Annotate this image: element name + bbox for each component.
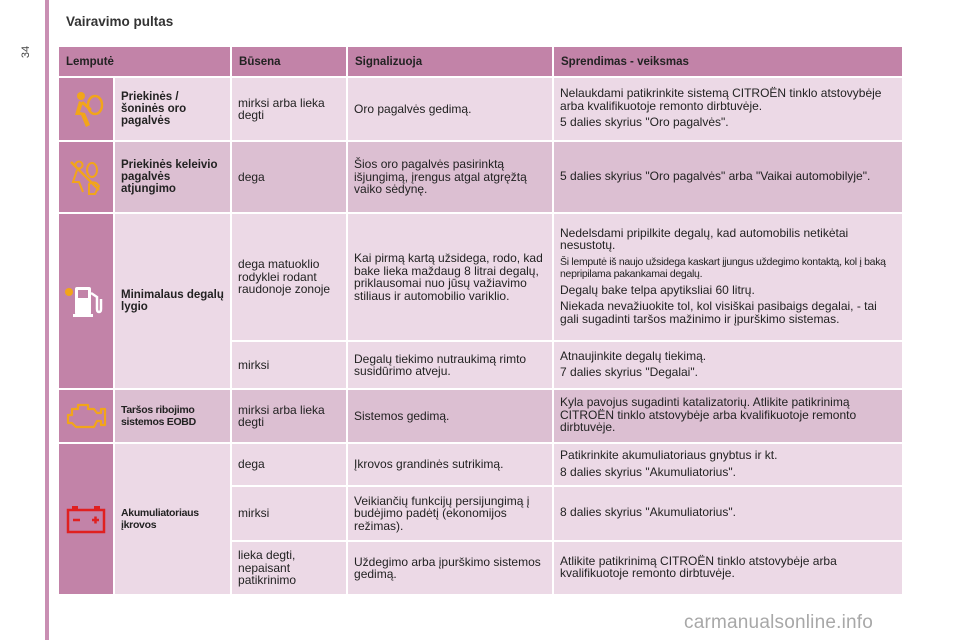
lamp-signal: Sistemos gedimą. [347, 389, 553, 443]
lamp-name: Priekinės keleivio pagalvės atjungimo [114, 141, 231, 213]
watermark: carmanualsonline.info [684, 612, 874, 633]
lamp-signal: Degalų tiekimo nutraukimą rimto susidūrimo atveju. [347, 341, 553, 389]
lamp-state: dega matuoklio rodyklei rodant raudonoje zonoje [231, 213, 347, 341]
action-line: Atnaujinkite degalų tiekimą. [560, 348, 707, 363]
action-line: 5 dalies skyrius "Oro pagalvės". [560, 115, 729, 130]
lamp-state: lieka degti, nepaisant patikrinimo [231, 541, 347, 595]
action-line: 5 dalies skyrius "Oro pagalvės" arba "Vaikai automobilyje". [560, 168, 871, 183]
table-row [58, 141, 903, 213]
lamp-name: Taršos ribojimo sistemos EOBD [114, 389, 231, 443]
lamp-action [553, 341, 903, 389]
action-line: Degalų bake telpa apytiksliai 60 litrų. [560, 282, 755, 297]
lamp-signal: Oro pagalvės gedimą. [347, 77, 553, 141]
engine-icon [64, 399, 108, 433]
lamp-action [553, 141, 903, 213]
airbag-cell [58, 77, 114, 141]
lamp-state: mirksi [231, 486, 347, 541]
warning-lamp-table [57, 45, 904, 596]
action-line: 8 dalies skyrius "Akumuliatorius". [560, 505, 736, 520]
action-line: 8 dalies skyrius "Akumuliatorius". [560, 464, 736, 479]
lamp-state: mirksi arba lieka degti [231, 389, 347, 443]
header-state: Būsena [231, 46, 347, 77]
lamp-signal: Veikiančių funkcijų persijungimą į budėjimo padėtį (ekonomijos režimas). [347, 486, 553, 541]
lamp-name: Priekinės / šoninės oro pagalvės [114, 77, 231, 141]
lamp-action [553, 77, 903, 141]
fuel-pump-icon [64, 279, 108, 323]
lamp-name: Akumuliatoriaus įkrovos [114, 443, 231, 595]
header-lamp: Lemputė [58, 46, 231, 77]
header-signal: Signalizuoja [347, 46, 553, 77]
lamp-name: Minimalaus degalų lygio [114, 213, 231, 389]
action-line: Kyla pavojus sugadinti katalizatorių. Atlikite patikrinimą CITROËN tinklo atstovybėje arba kvalifikuotoje remonto dirbtuvėje. [560, 395, 857, 435]
battery-cell [58, 443, 114, 595]
table-header-row [58, 46, 903, 77]
lamp-action [553, 213, 903, 341]
lamp-action [553, 389, 903, 443]
lamp-action [553, 486, 903, 541]
lamp-action [553, 541, 903, 595]
action-line: 7 dalies skyrius "Degalai". [560, 365, 698, 379]
engine-cell [58, 389, 114, 443]
section-title: Vairavimo pultas [66, 14, 174, 29]
page-edge-bar [45, 0, 49, 640]
lamp-signal: Kai pirmą kartą užsidega, rodo, kad bake lieka maždaug 8 litrai degalų, priklausomai nuo jūsų važiavimo stiliaus ir automobilio variklio. [347, 213, 553, 341]
table-row [58, 389, 903, 443]
battery-icon [66, 504, 106, 534]
table-row [58, 77, 903, 141]
lamp-action [553, 443, 903, 486]
action-line: Nedelsdami pripilkite degalų, kad automobilis netikėtai nesustotų. [560, 225, 849, 253]
action-line: Nelaukdami patikrinkite sistemą CITROËN tinklo atstovybėje arba kvalifikuotoje remonto dirbtuvėje. [560, 86, 882, 113]
lamp-signal: Uždegimo arba įpurškimo sistemos gedimą. [347, 541, 553, 595]
table-row [58, 213, 903, 341]
lamp-signal: Šios oro pagalvės pasirinktą išjungimą, įrengus atgal atgręžtą vaiko sėdynę. [347, 141, 553, 213]
table-row [58, 443, 903, 486]
airbag-person-icon [66, 89, 106, 129]
action-line: Ši lemputė iš naujo užsidega kaskart įjungus uždegimo kontaktą, kol į baką nepripilama pakankamai degalų. [560, 255, 886, 280]
lamp-state: dega [231, 443, 347, 486]
header-action: Sprendimas - veiksmas [553, 46, 903, 77]
page-number: 34 [20, 45, 33, 59]
fuel-cell [58, 213, 114, 389]
action-line: Patikrinkite akumuliatoriaus gnybtus ir kt. [560, 448, 778, 462]
lamp-state: dega [231, 141, 347, 213]
action-line: Niekada nevažiuokite tol, kol visiškai pasibaigs degalai, - tai gali sugadinti taršos mažinimo ir įpurškimo sistemas. [560, 299, 877, 326]
action-line: Atlikite patikrinimą CITROËN tinklo atstovybėje arba kvalifikuotoje remonto dirbtuvėje. [560, 553, 837, 580]
passenger-airbag-cell [58, 141, 114, 213]
lamp-state: mirksi [231, 341, 347, 389]
lamp-signal: Įkrovos grandinės sutrikimą. [347, 443, 553, 486]
passenger-airbag-off-icon [65, 156, 107, 198]
lamp-state: mirksi arba lieka degti [231, 77, 347, 141]
